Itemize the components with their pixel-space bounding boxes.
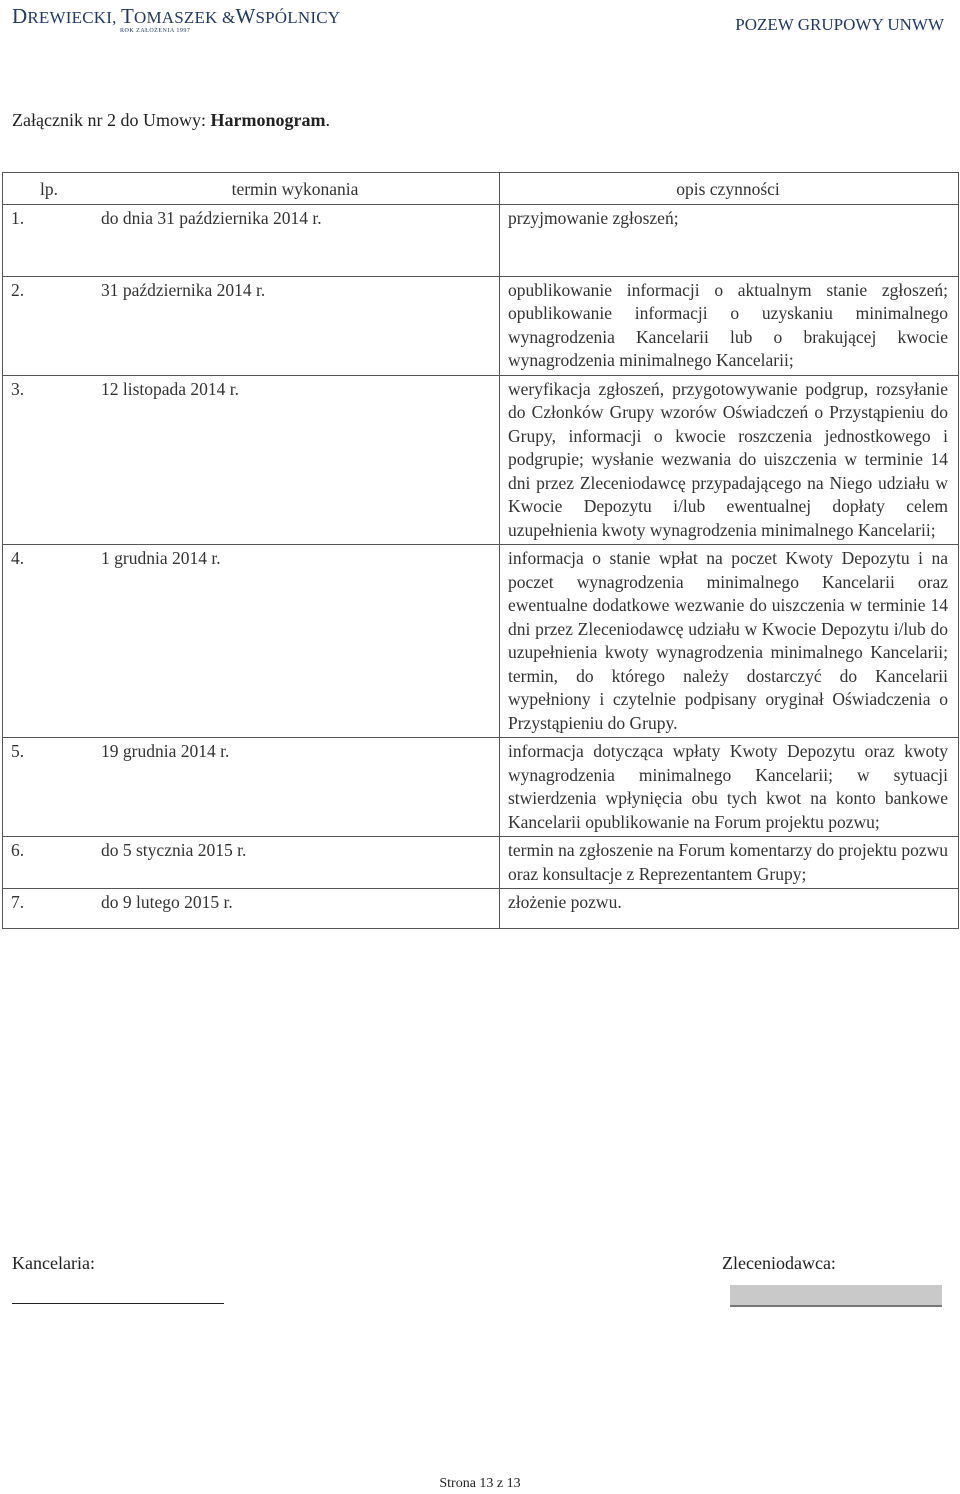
- table-row: [3, 545, 959, 738]
- table-row: [3, 889, 959, 929]
- table-header-row: [3, 173, 959, 205]
- page-number: Strona 13 z 13: [439, 1476, 521, 1491]
- client-signature-field[interactable]: [730, 1285, 942, 1307]
- row-description: przyjmowanie zgłoszeń;: [500, 204, 959, 276]
- row-description: weryfikacja zgłoszeń, przygotowywanie podgrup, rozsyłanie do Członków Grupy wzorów Oświadczeń o Przystąpieniu do Grupy, informacji o kwocie roszczenia jednostkowego i podgrupie; wysłanie wezwania do uiszczenia w terminie 14 dni przez Zleceniodawcę przypadającego na Niego udziału w Kwocie Depozytu i/lub ewentualnej dopłaty celem uzupełnienia kwoty wynagrodzenia minimalnego Kancelarii;: [500, 375, 959, 545]
- row-number: 4.: [3, 545, 98, 738]
- row-description: informacja dotycząca wpłaty Kwoty Depozytu oraz kwoty wynagrodzenia minimalnego Kancelarii; w sytuacji stwierdzenia wpłynięcia obu tych kwot na konto bankowe Kancelarii opublikowanie na Forum projektu pozwu;: [500, 738, 959, 837]
- client-signature-label: Zleceniodawca:: [722, 1253, 836, 1273]
- row-deadline: 19 grudnia 2014 r.: [97, 738, 500, 837]
- row-deadline: 31 października 2014 r.: [97, 276, 500, 375]
- law-firm-signature-label: Kancelaria:: [12, 1253, 95, 1273]
- annex-title: Załącznik nr 2 do Umowy: Harmonogram.: [12, 110, 330, 130]
- row-deadline: do dnia 31 października 2014 r.: [97, 204, 500, 276]
- schedule-table: [2, 172, 959, 929]
- row-description: informacja o stanie wpłat na poczet Kwoty Depozytu i na poczet wynagrodzenia minimalnego Kancelarii oraz ewentualne dodatkowe wezwanie do uiszczenia w terminie 14 dni przez Zleceniodawcę udziału w Kwocie Depozytu i/lub do uzupełnienia kwoty wynagrodzenia minimalnego Kancelarii; termin, do którego należy dostarczyć do Kancelarii wypełniony i czytelnie podpisany oryginał Oświadczenia o Przystąpieniu do Grupy.: [500, 545, 959, 738]
- row-number: 3.: [3, 375, 98, 545]
- firm-name: DREWIECKI, TOMASZEK &WSPÓLNICY: [12, 4, 341, 28]
- row-number: 2.: [3, 276, 98, 375]
- table-row: [3, 204, 959, 276]
- row-deadline: 12 listopada 2014 r.: [97, 375, 500, 545]
- row-number: 1.: [3, 204, 98, 276]
- project-label: POZEW GRUPOWY UNWW: [735, 15, 944, 34]
- table-row: [3, 738, 959, 837]
- row-description: złożenie pozwu.: [500, 889, 959, 929]
- row-number: 6.: [3, 837, 98, 889]
- header-deadline: termin wykonania: [97, 173, 500, 205]
- row-number: 5.: [3, 738, 98, 837]
- row-deadline: do 9 lutego 2015 r.: [97, 889, 500, 929]
- header-description: opis czynności: [500, 173, 959, 205]
- row-number: 7.: [3, 889, 98, 929]
- row-deadline: do 5 stycznia 2015 r.: [97, 837, 500, 889]
- table-row: [3, 837, 959, 889]
- table-row: [3, 375, 959, 545]
- law-firm-signature-line: [12, 1303, 224, 1304]
- table-row: [3, 276, 959, 375]
- row-description: termin na zgłoszenie na Forum komentarzy do projektu pozwu oraz konsultacje z Reprezentantem Grupy;: [500, 837, 959, 889]
- row-deadline: 1 grudnia 2014 r.: [97, 545, 500, 738]
- row-description: opublikowanie informacji o aktualnym stanie zgłoszeń; opublikowanie informacji o uzyskaniu minimalnego wynagrodzenia Kancelarii lub o brakującej kwocie wynagrodzenia minimalnego Kancelarii;: [500, 276, 959, 375]
- firm-logo: [12, 4, 340, 34]
- header-number: lp.: [3, 173, 98, 205]
- firm-subtitle: ROK ZAŁOŻENIA 1997: [120, 28, 191, 34]
